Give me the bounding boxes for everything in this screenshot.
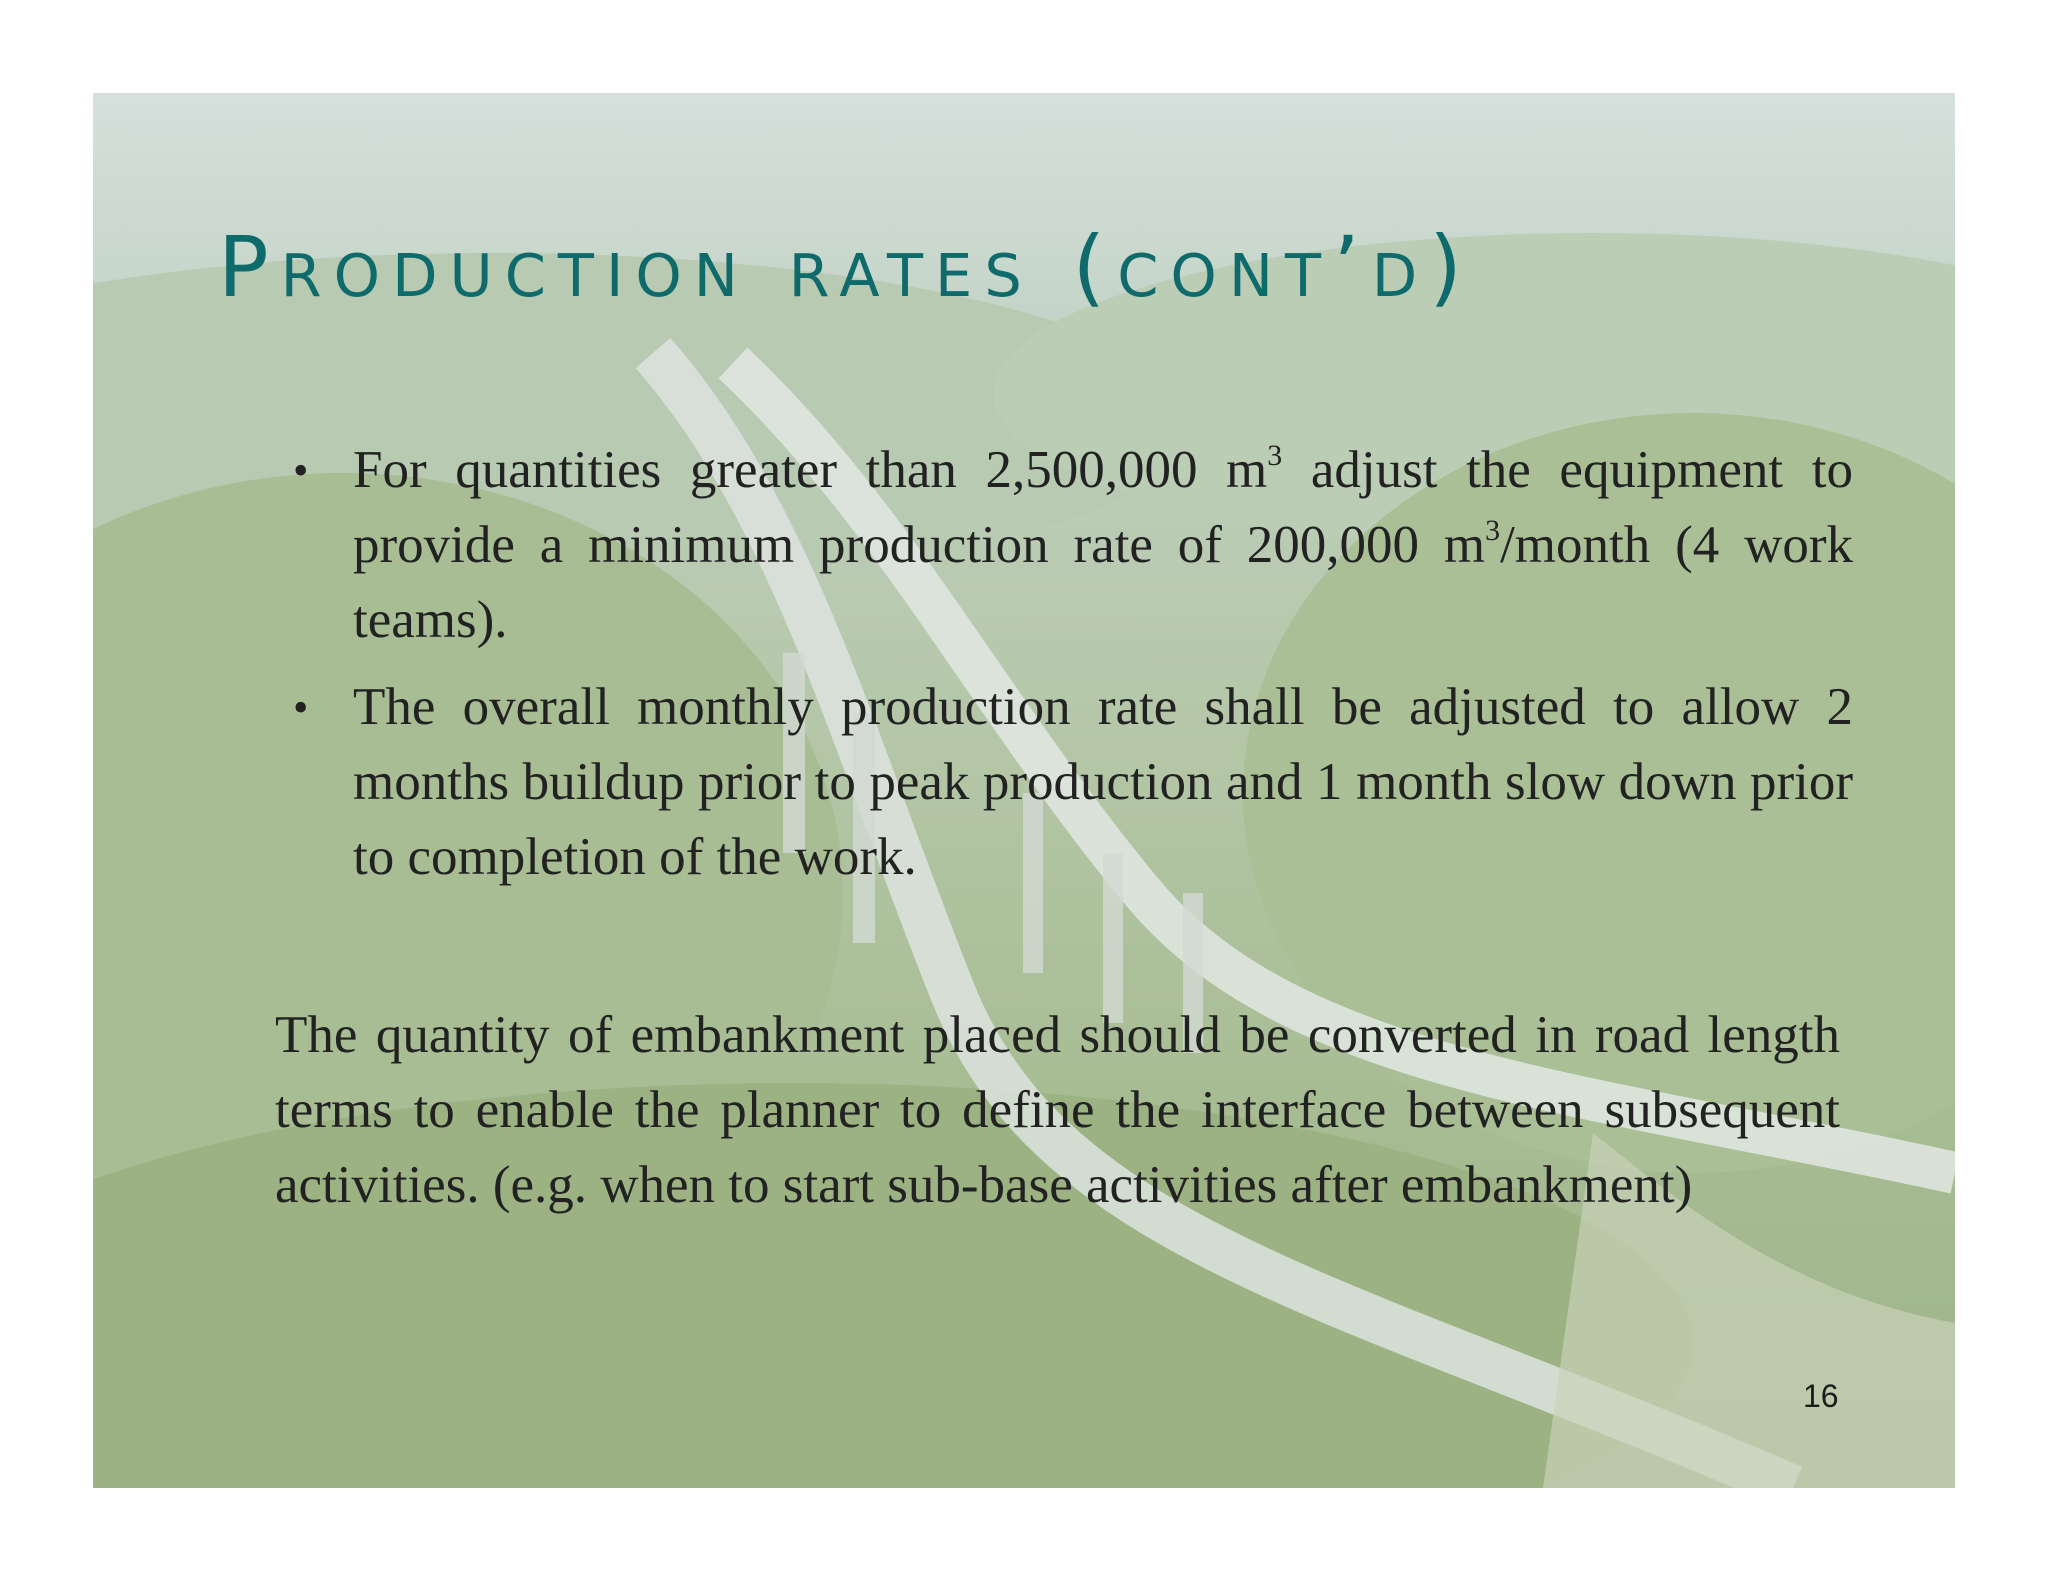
bullet-symbol: • xyxy=(293,446,309,495)
bullet-item xyxy=(293,670,1853,895)
bullet-list xyxy=(293,433,1853,907)
bullet-text: The overall monthly production rate shall be adjusted to allow 2 months buildup prior to peak production and 1 month slow down prior to completion of the work. xyxy=(353,678,1853,886)
slide xyxy=(93,93,1955,1488)
slide-title: Production rates (cont’d) xyxy=(218,218,1474,316)
bullet-text: For quantities greater than 2,500,000 m xyxy=(353,441,1268,499)
bullet-item xyxy=(293,433,1853,658)
bullet-text: /month (4 work teams). xyxy=(353,516,1854,649)
superscript: 3 xyxy=(1485,514,1501,547)
bullet-symbol: • xyxy=(293,683,309,732)
note-paragraph: The quantity of embankment placed should be converted in road length terms to enable the planner to define the interface between subsequent activities. (e.g. when to start sub-base activities after embankment) xyxy=(275,1006,1840,1214)
page-number: 16 xyxy=(1803,1378,1839,1414)
bullet-text: adjust the equipment to provide a minimum production rate of 200,000 m xyxy=(353,441,1853,574)
superscript: 3 xyxy=(1267,439,1283,472)
